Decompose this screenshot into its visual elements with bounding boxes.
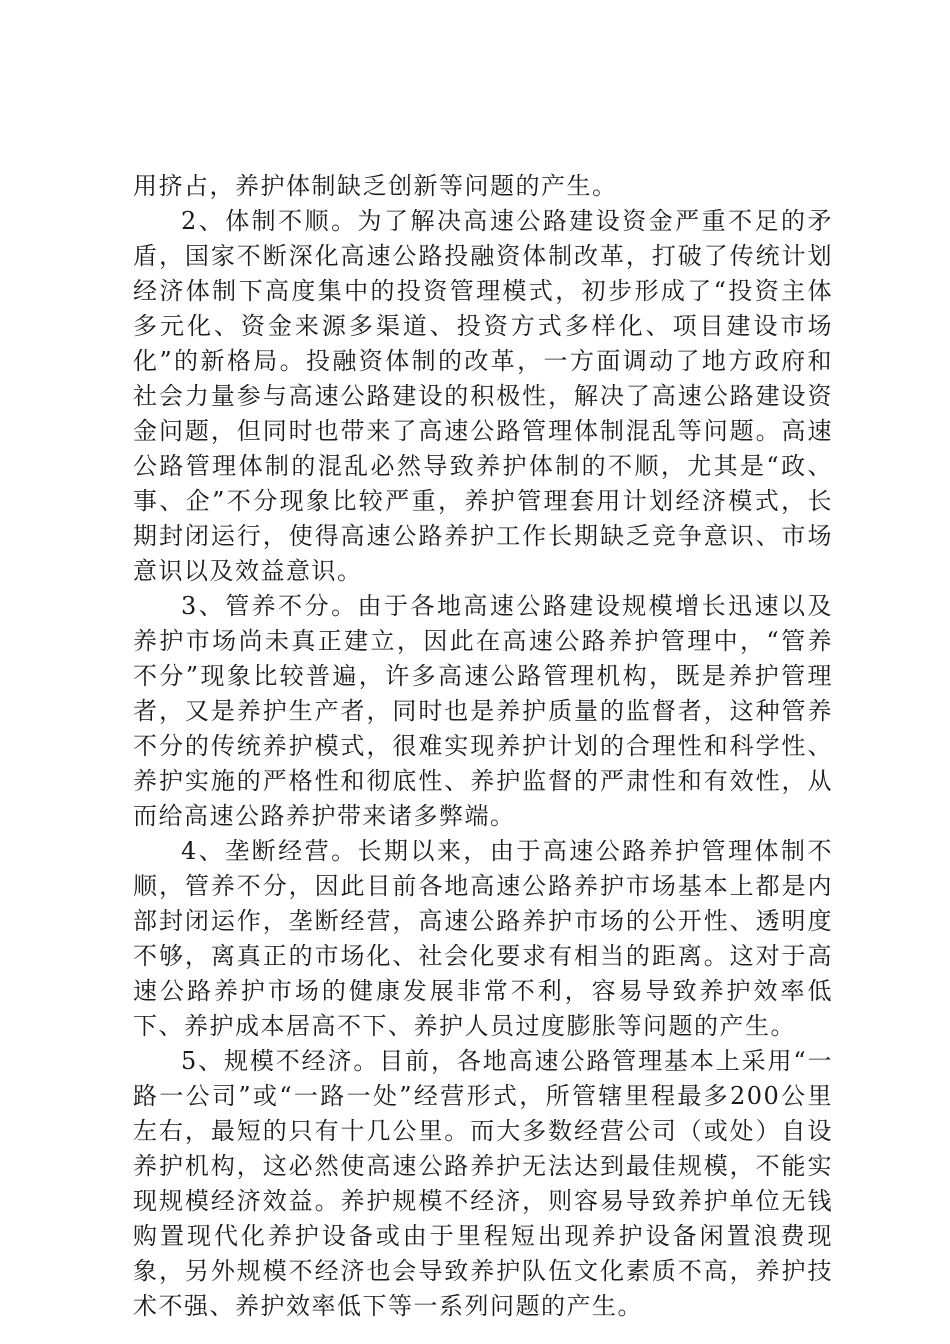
paragraph-item-5: 5、规模不经济。目前，各地高速公路管理基本上采用“一路一公司”或“一路一处”经营形式，所管辖里程最多200公里左右，最短的只有十几公里。而大多数经营公司（或处）自设养护机构，这必然使高速公路养护无法达到最佳规模，不能实现规模经济效益。养护规模不经济，则容易导致养护单位无钱购置现代化养护设备或由于里程短出现养护设备闲置浪费现象，另外规模不经济也会导致养护队伍文化素质不高，养护技术不强、养护效率低下等一系列问题的产生。	[133, 1047, 833, 1320]
paragraph-item-3: 3、管养不分。由于各地高速公路建设规模增长迅速以及养护市场尚未真正建立，因此在高速公路养护管理中，“管养不分”现象比较普遍，许多高速公路管理机构，既是养护管理者，又是养护生产者，同时也是养护质量的监督者，这种管养不分的传统养护模式，很难实现养护计划的合理性和科学性、养护实施的严格性和彻底性、养护监督的严肃性和有效性，从而给高速公路养护带来诸多弊端。	[133, 592, 833, 830]
paragraph-continuation: 用挤占，养护体制缺乏创新等问题的产生。	[133, 172, 618, 200]
paragraph-item-2: 2、体制不顺。为了解决高速公路建设资金严重不足的矛盾，国家不断深化高速公路投融资体制改革，打破了传统计划经济体制下高度集中的投资管理模式，初步形成了“投资主体多元化、资金来源多渠道、投资方式多样化、项目建设市场化”的新格局。投融资体制的改革，一方面调动了地方政府和社会力量参与高速公路建设的积极性，解决了高速公路建设资金问题，但同时也带来了高速公路管理体制混乱等问题。高速公路管理体制的混乱必然导致养护体制的不顺，尤其是“政、事、企”不分现象比较严重，养护管理套用计划经济模式，长期封闭运行，使得高速公路养护工作长期缺乏竞争意识、市场意识以及效益意识。	[133, 207, 833, 585]
document-body	[133, 169, 833, 1324]
paragraph-item-4: 4、垄断经营。长期以来，由于高速公路养护管理体制不顺，管养不分，因此目前各地高速公路养护市场基本上都是内部封闭运作，垄断经营，高速公路养护市场的公开性、透明度不够，离真正的市场化、社会化要求有相当的距离。这对于高速公路养护市场的健康发展非常不利，容易导致养护效率低下、养护成本居高不下、养护人员过度膨胀等问题的产生。	[133, 837, 833, 1040]
